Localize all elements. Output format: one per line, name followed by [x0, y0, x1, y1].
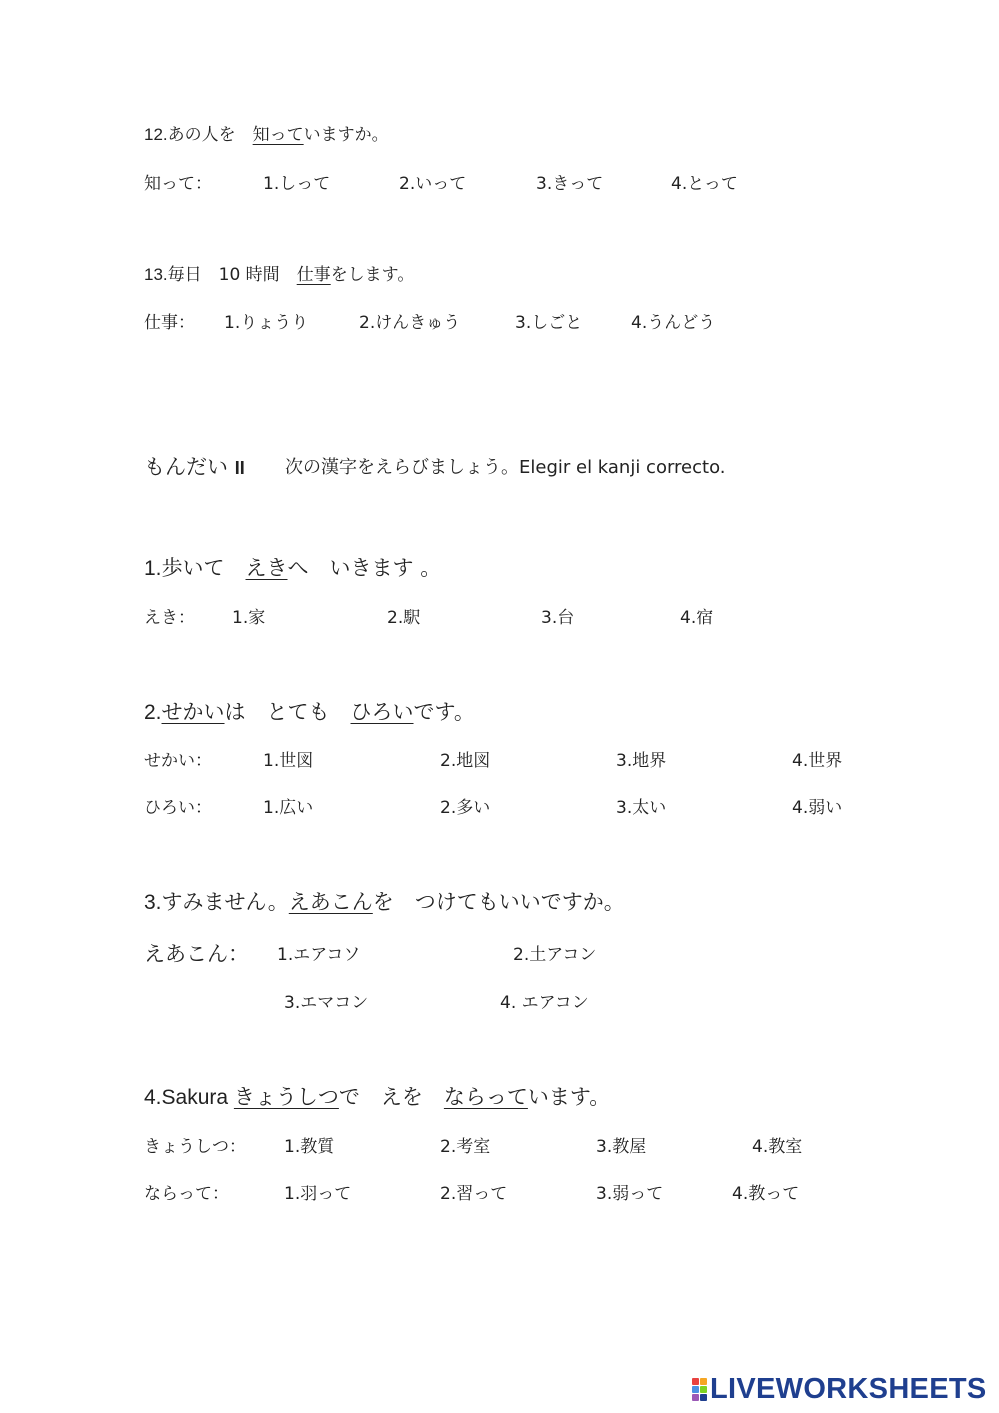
s2-q2-option1-3[interactable]: 3.地界	[616, 751, 667, 771]
q12-post: いますか。	[303, 125, 389, 145]
liveworksheets-logo-icon	[692, 1378, 707, 1401]
s2-q4-mid1: で えを	[338, 1085, 444, 1109]
s2-q2-option2-3[interactable]: 3.太い	[616, 798, 667, 818]
q12-sentence	[144, 120, 389, 145]
s2-q2-option2-2[interactable]: 2.多い	[440, 798, 491, 818]
section2-instruction: 次の漢字をえらびましょう。Elegir el kanji correcto.	[285, 457, 726, 478]
s2-q1-number: 1.	[144, 557, 162, 580]
s2-q1-pre: 歩いて	[161, 556, 246, 580]
s2-q3-sentence	[144, 886, 625, 916]
q13-option-2[interactable]: 2.けんきゅう	[359, 313, 461, 333]
q13-label: 仕事：	[144, 313, 195, 333]
s2-q1-post: へ いきます 。	[287, 556, 442, 580]
s2-q4-option2-3[interactable]: 3.弱って	[596, 1184, 664, 1204]
s2-q4-label1: きょうしつ：	[144, 1137, 246, 1157]
s2-q1-label: えき：	[144, 608, 195, 628]
s2-q4-sentence	[144, 1081, 610, 1111]
s2-q4-option2-4[interactable]: 4.教って	[732, 1184, 800, 1204]
s2-q4-post: います。	[527, 1085, 611, 1109]
q12-pre: あの人を	[167, 125, 253, 145]
s2-q2-label2: ひろい：	[144, 798, 212, 818]
s2-q2-post: です。	[413, 700, 475, 724]
s2-q2-target1: せかい	[161, 700, 225, 724]
liveworksheets-logo-text: LIVEWORKSHEETS	[710, 1372, 987, 1405]
q13-sentence	[144, 260, 414, 285]
s2-q2-target2: ひろい	[350, 700, 414, 724]
q13-target: 仕事	[296, 265, 331, 285]
q12-number: 12.	[144, 125, 168, 144]
s2-q4-target1: きょうしつ	[233, 1085, 339, 1109]
s2-q2-option1-2[interactable]: 2.地図	[440, 751, 491, 771]
s2-q4-label2: ならって：	[144, 1184, 229, 1204]
q13-number: 13.	[144, 265, 168, 284]
s2-q3-option-1[interactable]: 1.エアコソ	[277, 945, 361, 965]
q12-option-2[interactable]: 2.いって	[399, 174, 467, 194]
q13-pre: 毎日 10 時間	[167, 265, 297, 285]
s2-q4-pre: Sakura	[161, 1086, 234, 1109]
section2-heading-roman: II	[234, 458, 245, 478]
s2-q2-option1-1[interactable]: 1.世図	[263, 751, 314, 771]
q12-target: 知って	[252, 125, 304, 145]
s2-q3-target: えあこん	[288, 890, 373, 914]
q13-option-1[interactable]: 1.りょうり	[224, 313, 309, 333]
s2-q1-target: えき	[245, 556, 288, 580]
s2-q3-option-3[interactable]: 3.エマコン	[284, 993, 369, 1013]
s2-q1-option-2[interactable]: 2.駅	[387, 608, 421, 628]
s2-q4-option1-4[interactable]: 4.教室	[752, 1137, 803, 1157]
s2-q2-number: 2.	[144, 701, 162, 724]
q12-option-4[interactable]: 4.とって	[671, 174, 738, 194]
s2-q3-number: 3.	[144, 891, 162, 914]
s2-q1-sentence	[144, 552, 441, 582]
s2-q4-option2-2[interactable]: 2.習って	[440, 1184, 508, 1204]
s2-q1-option-4[interactable]: 4.宿	[680, 608, 714, 628]
s2-q2-option2-1[interactable]: 1.広い	[263, 798, 314, 818]
s2-q4-option2-1[interactable]: 1.羽って	[284, 1184, 352, 1204]
s2-q3-post: を つけてもいいですか。	[372, 890, 625, 914]
q13-option-3[interactable]: 3.しごと	[515, 313, 583, 333]
s2-q3-option-2[interactable]: 2.土アコン	[513, 945, 597, 965]
s2-q2-option2-4[interactable]: 4.弱い	[792, 798, 843, 818]
s2-q2-option1-4[interactable]: 4.世界	[792, 751, 843, 771]
s2-q4-option1-1[interactable]: 1.教質	[284, 1137, 335, 1157]
section2-heading-jp: もんだい	[144, 455, 228, 479]
liveworksheets-logo	[692, 1374, 987, 1404]
s2-q3-option-4[interactable]: 4. エアコン	[500, 993, 589, 1013]
q13-option-4[interactable]: 4.うんどう	[631, 313, 716, 333]
q12-option-3[interactable]: 3.きって	[536, 174, 604, 194]
s2-q4-number: 4.	[144, 1086, 162, 1109]
s2-q4-option1-3[interactable]: 3.教屋	[596, 1137, 647, 1157]
s2-q3-pre: すみません。	[161, 890, 289, 914]
s2-q1-option-3[interactable]: 3.台	[541, 608, 575, 628]
s2-q4-option1-2[interactable]: 2.考室	[440, 1137, 491, 1157]
s2-q1-option-1[interactable]: 1.家	[232, 608, 266, 628]
s2-q3-label: えあこん：	[144, 942, 249, 966]
q12-option-1[interactable]: 1.しって	[263, 174, 331, 194]
q13-post: をします。	[330, 265, 415, 285]
section2-heading	[144, 451, 245, 481]
s2-q4-target2: ならって	[443, 1085, 528, 1109]
q12-label: 知って：	[144, 174, 212, 194]
s2-q2-label1: せかい：	[144, 751, 212, 771]
s2-q2-sentence	[144, 696, 475, 726]
s2-q2-mid1: は とても	[224, 700, 351, 724]
